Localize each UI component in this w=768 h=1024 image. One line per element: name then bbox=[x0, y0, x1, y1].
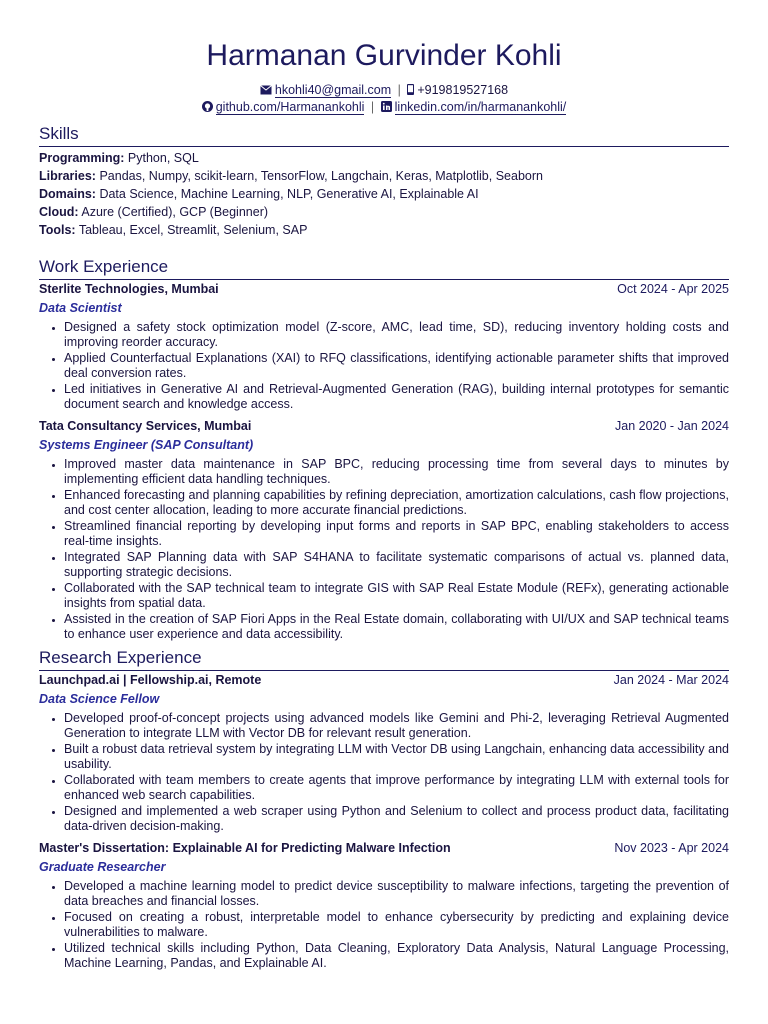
entry-header bbox=[39, 672, 729, 688]
bullet-item: • Integrated SAP Planning data with SAP S4HANA to facilitate systematic comparisons of actual vs. planned data, supporting strategic decisions. bbox=[64, 550, 729, 580]
research-list bbox=[39, 672, 729, 971]
skill-label: Domains: bbox=[39, 187, 96, 201]
experience-entry bbox=[39, 281, 729, 412]
bullet-list bbox=[39, 879, 729, 971]
contact-line-2 bbox=[39, 99, 729, 116]
bullet-item: • Built a robust data retrieval system by integrating LLM with Vector DB using Langchain, enhancing data accessibility and usability. bbox=[64, 742, 729, 772]
bullet-item: • Collaborated with team members to create agents that improve performance by integrating LLM with external tools for enhanced web search capabilities. bbox=[64, 773, 729, 803]
organization: Master's Dissertation: Explainable AI for Predicting Malware Infection bbox=[39, 841, 451, 855]
skill-label: Tools: bbox=[39, 223, 76, 237]
section-divider bbox=[39, 279, 729, 280]
date-range: Jan 2020 - Jan 2024 bbox=[615, 419, 729, 433]
separator: | bbox=[397, 83, 401, 97]
section-divider bbox=[39, 670, 729, 671]
github-link[interactable]: github.com/Harmanankohli bbox=[215, 100, 365, 114]
research-experience-section bbox=[39, 648, 729, 971]
organization: Sterlite Technologies, Mumbai bbox=[39, 282, 219, 296]
skill-row bbox=[39, 221, 729, 239]
work-experience-section bbox=[39, 257, 729, 642]
skill-value: Python, SQL bbox=[127, 151, 199, 165]
date-range: Jan 2024 - Mar 2024 bbox=[613, 673, 729, 687]
skill-label: Cloud: bbox=[39, 205, 79, 219]
bullet-item: • Utilized technical skills including Python, Data Cleaning, Exploratory Data Analysis, Natural Language Processing, Machine Learning, Pandas, and Explainable AI. bbox=[64, 941, 729, 971]
date-range: Oct 2024 - Apr 2025 bbox=[617, 282, 729, 296]
separator: | bbox=[370, 100, 375, 114]
organization: Tata Consultancy Services, Mumbai bbox=[39, 419, 252, 433]
entry-header bbox=[39, 418, 729, 434]
bullet-item: • Assisted in the creation of SAP Fiori Apps in the Real Estate domain, collaborating with UI/UX and SAP technical teams to enhance user experience and data accessibility. bbox=[64, 612, 729, 642]
work-list bbox=[39, 281, 729, 642]
mobile-phone-icon bbox=[407, 83, 414, 99]
skill-row bbox=[39, 185, 729, 203]
skill-row bbox=[39, 149, 729, 167]
contact-block bbox=[39, 82, 729, 116]
bullet-item: • Designed and implemented a web scraper using Python and Selenium to collect and process product data, facilitating data-driven decision-making. bbox=[64, 804, 729, 834]
skill-value: Tableau, Excel, Streamlit, Selenium, SAP bbox=[78, 223, 308, 237]
skills-section bbox=[39, 124, 729, 239]
job-role: Graduate Researcher bbox=[39, 860, 166, 874]
date-range: Nov 2023 - Apr 2024 bbox=[614, 841, 729, 855]
entry-header bbox=[39, 281, 729, 297]
contact-line-1 bbox=[39, 82, 729, 99]
organization: Launchpad.ai | Fellowship.ai, Remote bbox=[39, 673, 262, 687]
bullet-item: • Led initiatives in Generative AI and Retrieval-Augmented Generation (RAG), building internal prototypes for semantic document search and knowledge access. bbox=[64, 382, 729, 412]
skill-label: Programming: bbox=[39, 151, 125, 165]
experience-entry bbox=[39, 418, 729, 642]
experience-entry bbox=[39, 672, 729, 834]
bullet-item: • Improved master data maintenance in SAP BPC, reducing processing time from several days to minutes by implementing efficient data handling techniques. bbox=[64, 457, 729, 487]
email-link[interactable]: hkohli40@gmail.com bbox=[274, 83, 392, 97]
skill-value: Data Science, Machine Learning, NLP, Generative AI, Explainable AI bbox=[99, 187, 479, 201]
linkedin-link[interactable]: linkedin.com/in/harmanankohli/ bbox=[394, 100, 567, 114]
experience-entry bbox=[39, 840, 729, 971]
github-icon bbox=[202, 100, 213, 116]
bullet-item: • Enhanced forecasting and planning capabilities by refining depreciation, amortization calculations, cash flow projections, and cost center allocation, leading to more accurate financial predictions. bbox=[64, 488, 729, 518]
entry-header bbox=[39, 840, 729, 856]
skill-label: Libraries: bbox=[39, 169, 96, 183]
phone-number: +919819527168 bbox=[417, 83, 509, 97]
bullet-list bbox=[39, 711, 729, 834]
job-role: Data Science Fellow bbox=[39, 692, 160, 706]
job-role: Data Scientist bbox=[39, 301, 122, 315]
section-divider bbox=[39, 146, 729, 147]
bullet-item: • Developed a machine learning model to predict device susceptibility to malware infections, targeting the prevention of data breaches and financial losses. bbox=[64, 879, 729, 909]
bullet-item: • Focused on creating a robust, interpretable model to enhance cybersecurity by predicting and explaining device vulnerabilities to malware. bbox=[64, 910, 729, 940]
bullet-item: • Developed proof-of-concept projects using advanced models like Gemini and Phi-2, leveraging Retrieval Augmented Generation to integrate LLM with Vector DB for relevant result generation. bbox=[64, 711, 729, 741]
bullet-item: • Designed a safety stock optimization model (Z-score, AMC, lead time, SD), reducing inventory holding costs and improving reorder accuracy. bbox=[64, 320, 729, 350]
job-role: Systems Engineer (SAP Consultant) bbox=[39, 438, 254, 452]
skill-row bbox=[39, 203, 729, 221]
skill-row bbox=[39, 167, 729, 185]
skills-list bbox=[39, 149, 729, 239]
section-title: Work Experience bbox=[39, 257, 169, 276]
bullet-item: • Applied Counterfactual Explanations (XAI) to RFQ classifications, identifying actionable parameter shifts that improved deal conversion rates. bbox=[64, 351, 729, 381]
section-title: Skills bbox=[39, 124, 79, 143]
skill-value: Pandas, Numpy, scikit-learn, TensorFlow, Langchain, Keras, Matplotlib, Seaborn bbox=[99, 169, 543, 183]
bullet-item: • Streamlined financial reporting by developing input forms and reports in SAP BPC, enabling stakeholders to access real-time insights. bbox=[64, 519, 729, 549]
bullet-item: • Collaborated with the SAP technical team to integrate GIS with SAP Real Estate Module (REFx), generating actionable insights from spatial data. bbox=[64, 581, 729, 611]
candidate-name: Harmanan Gurvinder Kohli bbox=[206, 39, 562, 72]
linkedin-icon bbox=[381, 100, 392, 116]
envelope-icon bbox=[260, 83, 272, 99]
section-title: Research Experience bbox=[39, 648, 202, 667]
bullet-list bbox=[39, 320, 729, 412]
skill-value: Azure (Certified), GCP (Beginner) bbox=[81, 205, 269, 219]
bullet-list bbox=[39, 457, 729, 642]
